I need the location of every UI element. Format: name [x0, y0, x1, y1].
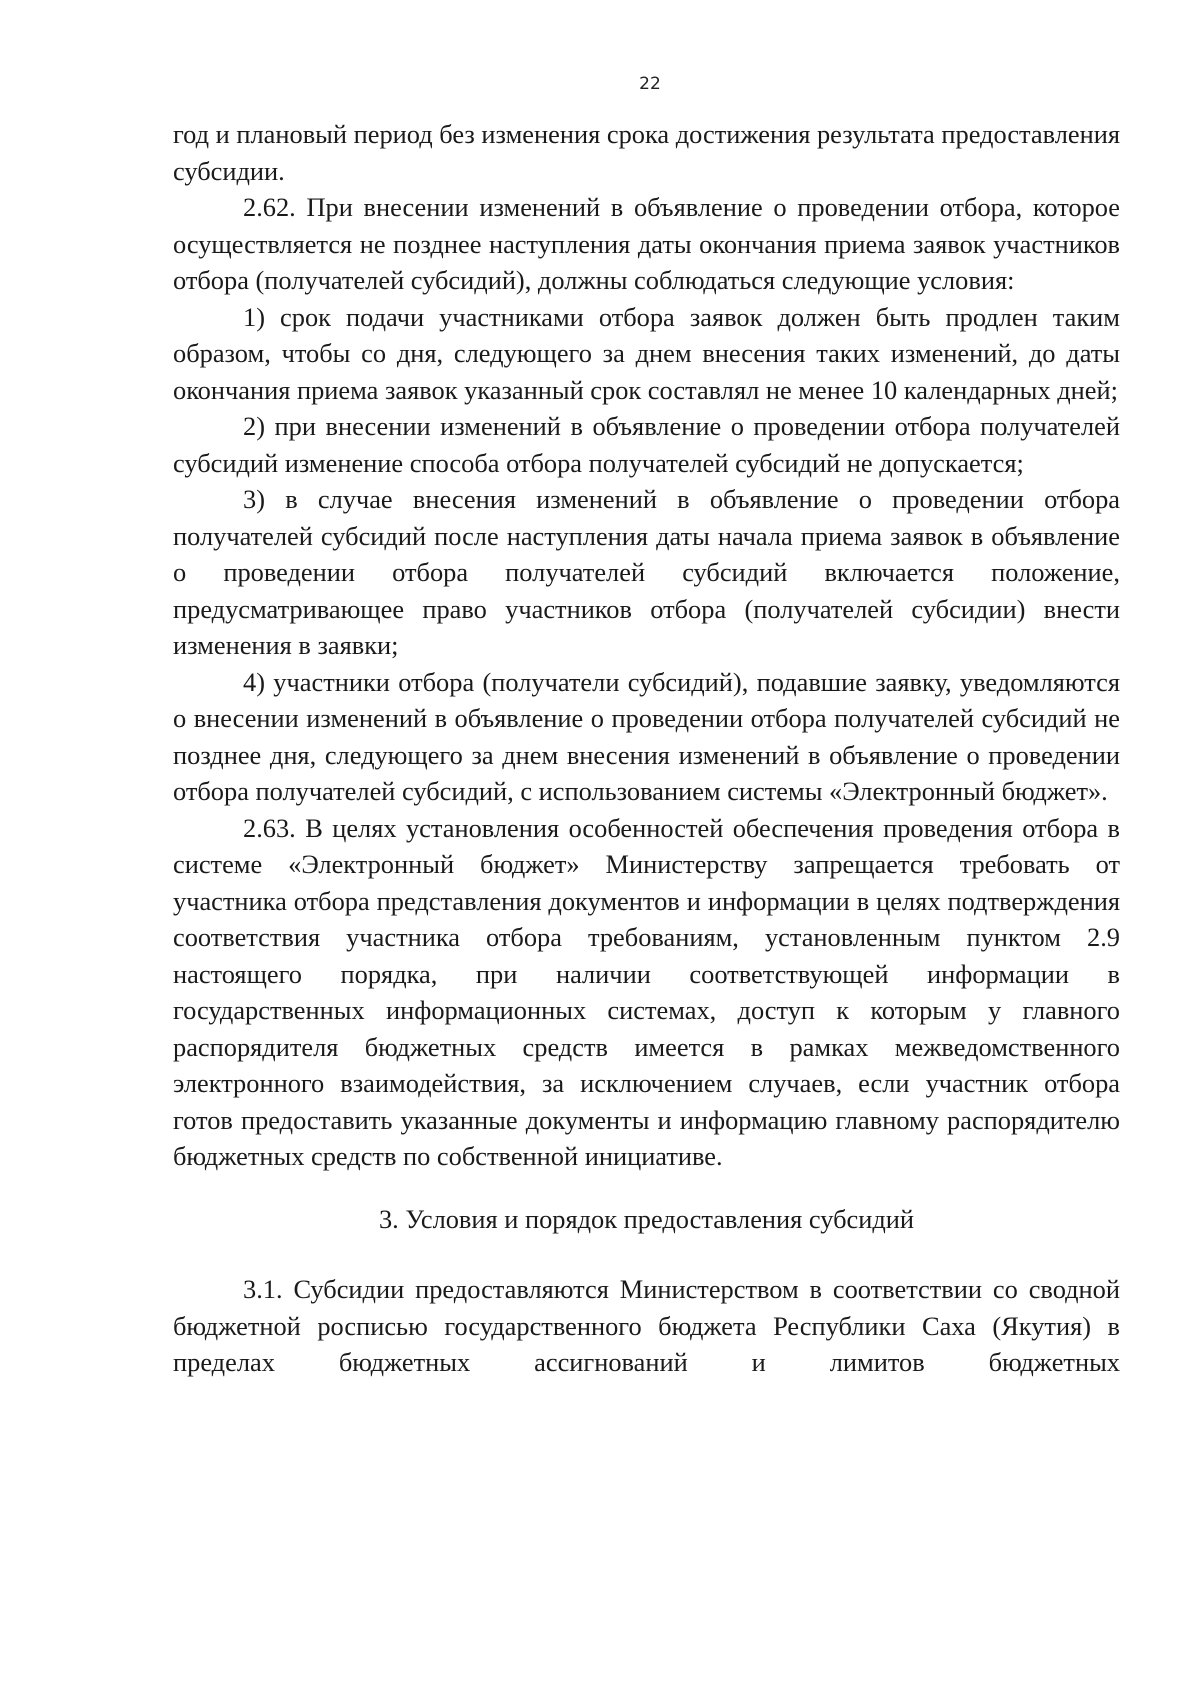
page-number: 22 [639, 74, 661, 94]
paragraph-2-62: 2.62. При внесении изменений в объявление о проведении отбора, которое осуществляется не позднее наступления даты окончания приема заявок участников отбора (получателей субсидий), должны соблюдаться следующие условия: [173, 192, 1120, 295]
paragraph-2-63: 2.63. В целях установления особенностей обеспечения проведения отбора в системе «Электронный бюджет» Министерству запрещается требовать от участника отбора представления документов и информации в целях подтверждения соответствия участника отбора требованиям, установленным пунктом 2.9 настоящего порядка, при наличии соответствующей информации в государственных информационных системах, доступ к которым у главного распорядителя бюджетных средств имеется в рамках межведомственного электронного взаимодействия, за исключением случаев, если участник отбора готов предоставить указанные документы и информацию главному распорядителю бюджетных средств по собственной инициативе. [173, 812, 1120, 1171]
list-item-2: 2) при внесении изменений в объявление о проведении отбора получателей субсидий изменение способа отбора получателей субсидий не допускается; [173, 411, 1120, 478]
list-item-1: 1) срок подачи участниками отбора заявок должен быть продлен таким образом, чтобы со дня, следующего за днем внесения таких изменений, до даты окончания приема заявок указанный срок составлял не менее 10 календарных дней; [173, 301, 1120, 405]
paragraph-continuation: год и плановый период без изменения срока достижения результата предоставления субсидии. [173, 119, 1120, 186]
section-heading: 3. Условия и порядок предоставления субсидий [378, 1203, 915, 1234]
list-item-4: 4) участники отбора (получатели субсидий), подавшие заявку, уведомляются о внесении изменений в объявление о проведении отбора получателей субсидий не позднее дня, следующего за днем внесения изменений в объявление о проведении отбора получателей субсидий, с использованием системы «Электронный бюджет». [173, 666, 1120, 806]
paragraph-3-1: 3.1. Субсидии предоставляются Министерством в соответствии со сводной бюджетной росписью государственного бюджета Республики Саха (Якутия) в пределах бюджетных ассигнований и лимитов бюджетных [173, 1274, 1120, 1377]
list-item-3: 3) в случае внесения изменений в объявление о проведении отбора получателей субсидий после наступления даты начала приема заявок в объявление о проведении отбора получателей субсидий включается положение, предусматривающее право участников отбора (получателей субсидии) внести изменения в заявки; [173, 484, 1120, 660]
document-body [173, 116, 1120, 1381]
